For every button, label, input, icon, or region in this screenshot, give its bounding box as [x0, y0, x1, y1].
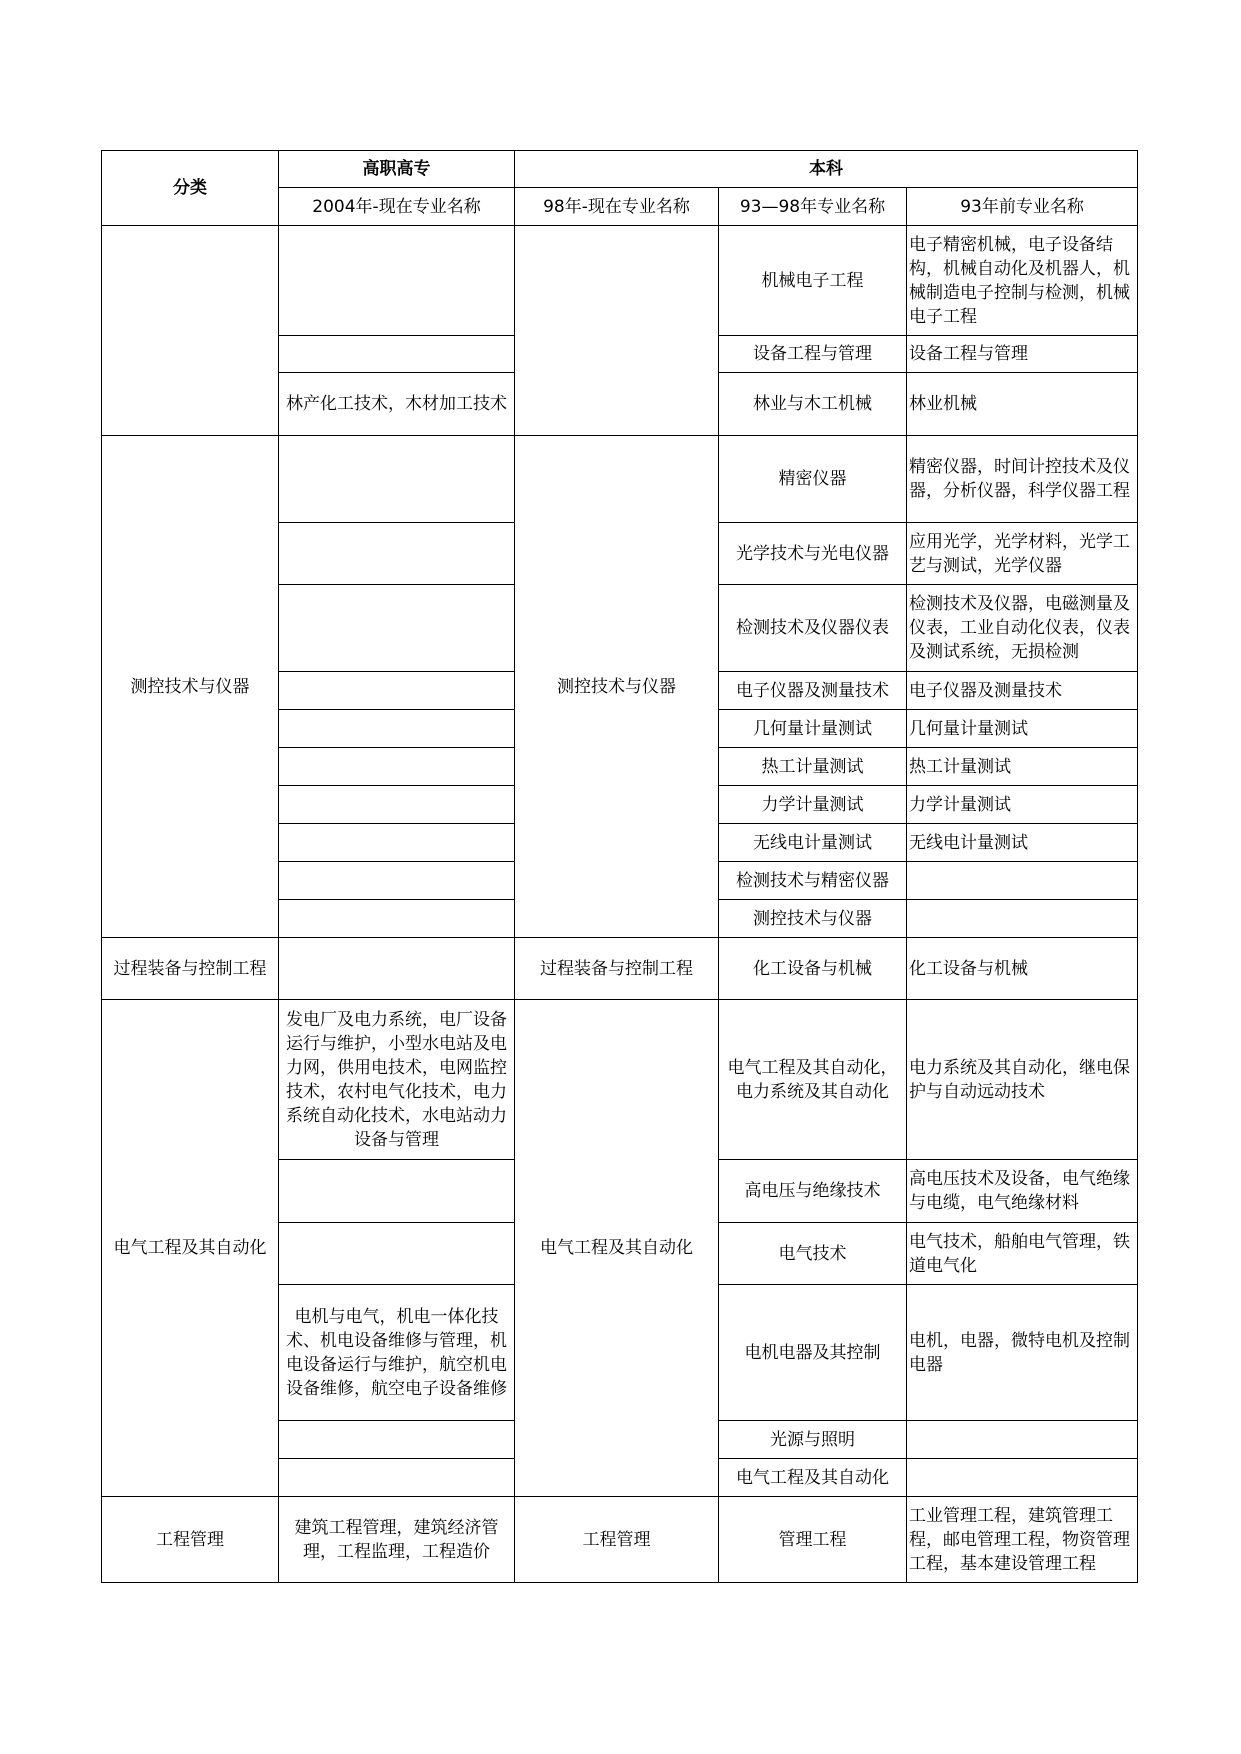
vocational-major-cell [279, 710, 515, 748]
table-row [102, 938, 1138, 1000]
major-pre93-cell: 几何量计量测试 [907, 710, 1138, 748]
major-9398-cell: 测控技术与仪器 [719, 900, 907, 938]
header-vocational: 高职高专 [279, 151, 515, 188]
major-pre93-cell: 应用光学，光学材料，光学工艺与测试，光学仪器 [907, 523, 1138, 585]
major-pre93-cell: 检测技术及仪器，电磁测量及仪表，工业自动化仪表，仪表及测试系统，无损检测 [907, 585, 1138, 672]
header-col-9398: 93—98年专业名称 [719, 188, 907, 226]
major-98-cell [515, 226, 719, 436]
vocational-major-cell [279, 1223, 515, 1285]
vocational-major-cell [279, 585, 515, 672]
major-pre93-cell: 设备工程与管理 [907, 336, 1138, 373]
category-cell [102, 226, 279, 436]
major-9398-cell: 几何量计量测试 [719, 710, 907, 748]
major-9398-cell: 电气工程及其自动化 [719, 1459, 907, 1497]
major-9398-cell: 力学计量测试 [719, 786, 907, 824]
table-row [102, 226, 1138, 336]
category-cell: 测控技术与仪器 [102, 436, 279, 938]
major-9398-cell: 无线电计量测试 [719, 824, 907, 862]
vocational-major-cell [279, 672, 515, 710]
category-cell: 过程装备与控制工程 [102, 938, 279, 1000]
vocational-major-cell: 电机与电气，机电一体化技术、机电设备维修与管理，机电设备运行与维护，航空机电设备维修，航空电子设备维修 [279, 1285, 515, 1421]
vocational-major-cell [279, 226, 515, 336]
major-9398-cell: 设备工程与管理 [719, 336, 907, 373]
category-cell: 电气工程及其自动化 [102, 1000, 279, 1497]
major-pre93-cell: 力学计量测试 [907, 786, 1138, 824]
vocational-major-cell: 林产化工技术，木材加工技术 [279, 373, 515, 436]
major-9398-cell: 检测技术与精密仪器 [719, 862, 907, 900]
vocational-major-cell [279, 436, 515, 523]
major-pre93-cell: 林业机械 [907, 373, 1138, 436]
vocational-major-cell [279, 1160, 515, 1223]
major-9398-cell: 光学技术与光电仪器 [719, 523, 907, 585]
vocational-major-cell [279, 900, 515, 938]
major-pre93-cell: 电机，电器，微特电机及控制电器 [907, 1285, 1138, 1421]
major-9398-cell: 电子仪器及测量技术 [719, 672, 907, 710]
major-pre93-cell: 工业管理工程，建筑管理工程，邮电管理工程，物资管理工程，基本建设管理工程 [907, 1497, 1138, 1583]
vocational-major-cell: 建筑工程管理，建筑经济管理，工程监理，工程造价 [279, 1497, 515, 1583]
vocational-major-cell: 发电厂及电力系统，电厂设备运行与维护，小型水电站及电力网，供用电技术，电网监控技术，农村电气化技术，电力系统自动化技术，水电站动力设备与管理 [279, 1000, 515, 1160]
vocational-major-cell [279, 938, 515, 1000]
major-98-cell: 工程管理 [515, 1497, 719, 1583]
major-pre93-cell: 无线电计量测试 [907, 824, 1138, 862]
vocational-major-cell [279, 1421, 515, 1459]
major-98-cell: 测控技术与仪器 [515, 436, 719, 938]
table-row [102, 1497, 1138, 1583]
major-pre93-cell: 高电压技术及设备，电气绝缘与电缆，电气绝缘材料 [907, 1160, 1138, 1223]
header-undergrad: 本科 [515, 151, 1138, 188]
major-pre93-cell: 电力系统及其自动化，继电保护与自动远动技术 [907, 1000, 1138, 1160]
major-mapping-table [101, 150, 1138, 1583]
major-98-cell: 过程装备与控制工程 [515, 938, 719, 1000]
major-9398-cell: 化工设备与机械 [719, 938, 907, 1000]
table-row [102, 436, 1138, 523]
major-9398-cell: 检测技术及仪器仪表 [719, 585, 907, 672]
major-9398-cell: 管理工程 [719, 1497, 907, 1583]
category-cell: 工程管理 [102, 1497, 279, 1583]
vocational-major-cell [279, 786, 515, 824]
table-row [102, 1000, 1138, 1160]
major-pre93-cell: 电气技术，船舶电气管理，铁道电气化 [907, 1223, 1138, 1285]
major-9398-cell: 高电压与绝缘技术 [719, 1160, 907, 1223]
major-9398-cell: 光源与照明 [719, 1421, 907, 1459]
major-pre93-cell: 电子仪器及测量技术 [907, 672, 1138, 710]
major-9398-cell: 机械电子工程 [719, 226, 907, 336]
vocational-major-cell [279, 336, 515, 373]
major-9398-cell: 电气工程及其自动化，电力系统及其自动化 [719, 1000, 907, 1160]
major-pre93-cell [907, 1421, 1138, 1459]
vocational-major-cell [279, 824, 515, 862]
major-pre93-cell [907, 1459, 1138, 1497]
major-9398-cell: 电机电器及其控制 [719, 1285, 907, 1421]
major-pre93-cell [907, 862, 1138, 900]
header-col-2004: 2004年-现在专业名称 [279, 188, 515, 226]
vocational-major-cell [279, 748, 515, 786]
header-category: 分类 [102, 151, 279, 226]
major-98-cell: 电气工程及其自动化 [515, 1000, 719, 1497]
vocational-major-cell [279, 1459, 515, 1497]
major-pre93-cell: 电子精密机械，电子设备结构，机械自动化及机器人，机械制造电子控制与检测，机械电子工程 [907, 226, 1138, 336]
vocational-major-cell [279, 862, 515, 900]
major-pre93-cell: 热工计量测试 [907, 748, 1138, 786]
header-col-pre93: 93年前专业名称 [907, 188, 1138, 226]
major-9398-cell: 林业与木工机械 [719, 373, 907, 436]
major-pre93-cell [907, 900, 1138, 938]
major-9398-cell: 热工计量测试 [719, 748, 907, 786]
major-pre93-cell: 化工设备与机械 [907, 938, 1138, 1000]
major-9398-cell: 精密仪器 [719, 436, 907, 523]
header-col-98: 98年-现在专业名称 [515, 188, 719, 226]
major-9398-cell: 电气技术 [719, 1223, 907, 1285]
major-pre93-cell: 精密仪器，时间计控技术及仪器，分析仪器，科学仪器工程 [907, 436, 1138, 523]
vocational-major-cell [279, 523, 515, 585]
